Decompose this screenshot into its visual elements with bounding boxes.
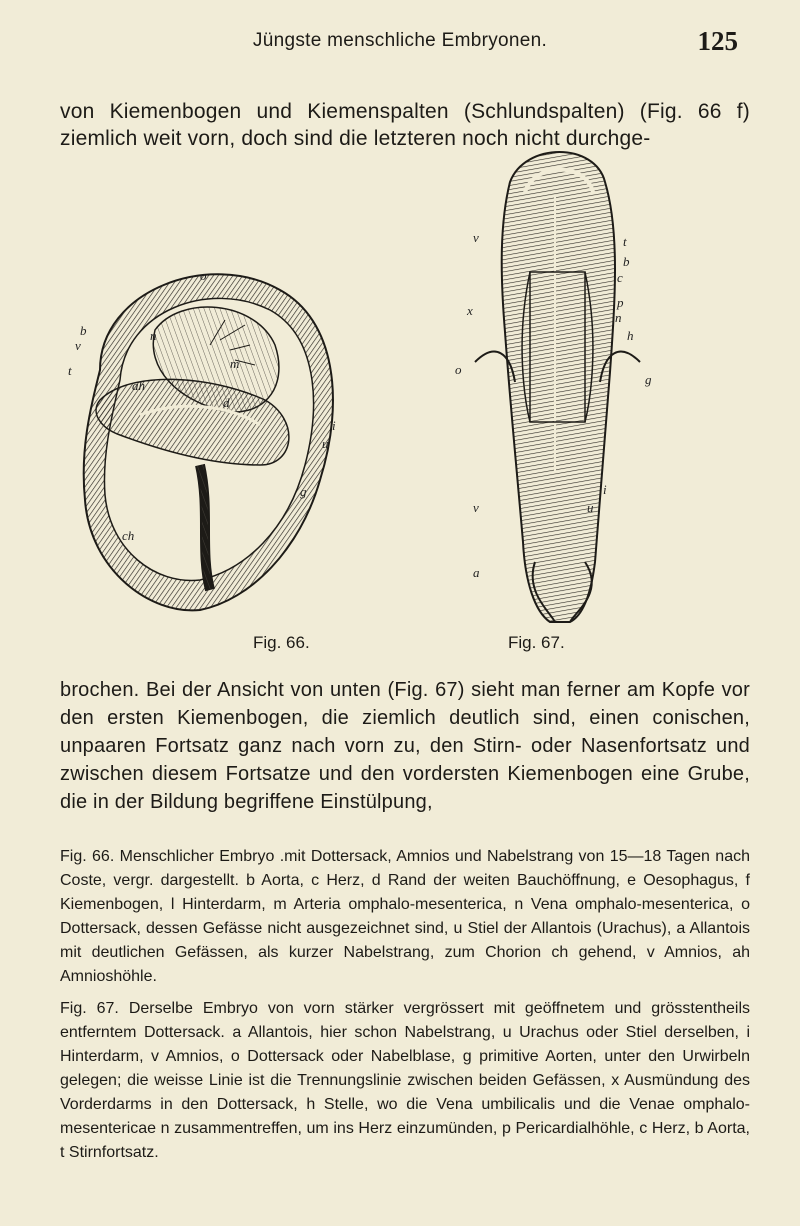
svg-text:u: u xyxy=(587,500,594,515)
svg-text:d: d xyxy=(223,395,230,410)
svg-text:t: t xyxy=(623,234,627,249)
page-number: 125 xyxy=(697,26,738,56)
svg-text:g: g xyxy=(645,372,652,387)
svg-text:v: v xyxy=(473,500,479,515)
svg-text:b: b xyxy=(80,323,87,338)
svg-text:i: i xyxy=(332,418,336,433)
svg-text:n: n xyxy=(150,328,157,343)
svg-text:o: o xyxy=(455,362,462,377)
svg-text:v: v xyxy=(75,338,81,353)
running-title: Jüngste menschliche Embryonen. xyxy=(252,30,548,51)
figure-67-engraving xyxy=(455,142,660,627)
svg-text:v: v xyxy=(473,230,479,245)
caption-figure-67: Fig. 67. Derselbe Embryo von vorn stärker vergrössert mit geöffnetem und grösstentheils entferntem Dottersack. a Allantois, hier schon Nabelstrang, u Urachus oder Stiel derselben, i Hinterdarm, v Amnios, o Dottersack oder Nabelblase, g primitive Aorten, unter den Urwirbeln gelegen; die weisse Linie ist die Trennungslinie zwischen beiden Gefässen, x Ausmündung des Vorderdarms in den Dottersack, h Stelle, wo die Vena umbilicalis und die Venae omphalo-mesentericae n zusammentreffen, um ins Herz einzumünden, p Pericardialhöhle, c Herz, b Aorta, t Stirnfortsatz. xyxy=(60,1000,750,1161)
svg-text:ah: ah xyxy=(132,378,145,393)
page-header xyxy=(0,26,800,66)
svg-text:a: a xyxy=(473,565,480,580)
svg-text:g: g xyxy=(300,484,307,499)
svg-text:h: h xyxy=(627,328,634,343)
figure-67-label: Fig. 67. xyxy=(508,633,565,652)
svg-text:x: x xyxy=(467,303,473,318)
figure-67-illustration xyxy=(455,142,660,627)
caption-figure-66: Fig. 66. Menschlicher Embryo .mit Dottersack, Amnios und Nabelstrang von 15—18 Tagen nach Coste, vergr. dargestellt. b Aorta, c Herz, d Rand der weiten Bauchöffnung, e Oesophagus, f Kiemenbogen, l Hinterdarm, m Arteria omphalo-mesenterica, n Vena omphalo-mesenterica, o Dottersack, dessen Gefässe nicht ausgezeichnet sind, u Stiel der Allantois (Urachus), a Allantois mit deutlichen Gefässen, als kurzer Nabelstrang, zum Chorion ch gehend, v Amnios, ah Amnioshöhle. xyxy=(60,848,750,985)
figure-66-engraving xyxy=(60,250,350,620)
svg-text:n: n xyxy=(615,310,622,325)
svg-text:m: m xyxy=(230,356,240,371)
paragraph-1: von Kiemenbogen und Kiemenspalten (Schlundspalten) (Fig. 66 f) ziemlich weit vorn, doch sind die letzteren noch nicht durchge- xyxy=(60,100,750,150)
svg-text:ch: ch xyxy=(122,528,135,543)
svg-text:b: b xyxy=(623,254,630,269)
figure-66-illustration xyxy=(60,250,350,620)
svg-text:p: p xyxy=(617,295,624,310)
svg-text:t: t xyxy=(68,363,72,378)
svg-text:i: i xyxy=(603,482,607,497)
svg-text:c: c xyxy=(617,270,623,285)
paragraph-2: brochen. Bei der Ansicht von unten (Fig. 67) sieht man ferner am Kopfe vor den ersten Kiemenbogen, die ziemlich deutlich sind, einen conischen, unpaaren Fortsatz ganz nach vorn zu, den Stirn- oder Nasenfortsatz und zwischen diesem Fortsatze und den vordersten Kiemenbogen eine Grube, die in der Bildung begriffene Einstülpung, xyxy=(60,679,750,813)
svg-text:o: o xyxy=(200,268,207,283)
svg-text:u: u xyxy=(322,436,329,451)
figure-66-label: Fig. 66. xyxy=(253,633,310,652)
